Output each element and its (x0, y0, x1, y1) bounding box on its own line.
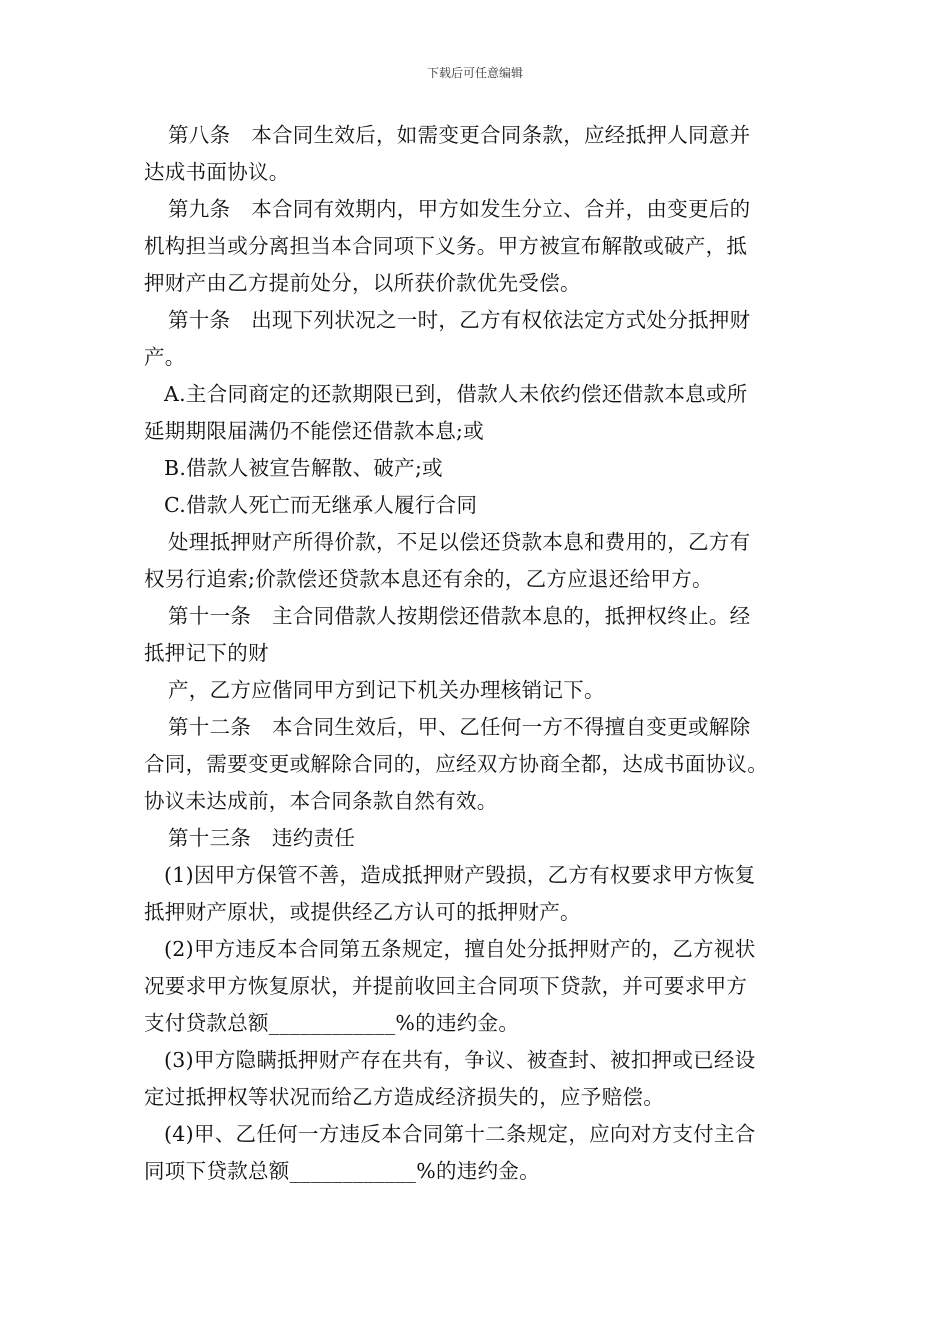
item-b: B.借款人被宣告解散、破产;或 (164, 456, 443, 480)
liability-4-line-1: (4)甲、乙任何一方违反本合同第十二条规定，应向对方支付主合 (164, 1122, 756, 1146)
clause-11-line-1: 第十一条 主合同借款人按期偿还借款本息的，抵押权终止。经 (168, 604, 751, 628)
liability-2-line-2: 况要求甲方恢复原状，并提前收回主合同项下贷款，并可要求甲方 (144, 974, 748, 998)
clause-9-line-1: 第九条 本合同有效期内，甲方如发生分立、合并，由变更后的 (168, 197, 751, 221)
liability-1-line-1: (1)因甲方保管不善，造成抵押财产毁损，乙方有权要求甲方恢复 (164, 863, 756, 887)
clause-12-line-2: 合同，需要变更或解除合同的，应经双方协商全都，达成书面协议。 (144, 752, 768, 776)
document-body (144, 117, 824, 1190)
clause-12-line-1: 第十二条 本合同生效后，甲、乙任何一方不得擅自变更或解除 (168, 715, 751, 739)
liability-4-line-2: 同项下贷款总额____________%的违约金。 (144, 1159, 540, 1183)
liability-3-line-1: (3)甲方隐瞒抵押财产存在共有，争议、被查封、被扣押或已经设 (164, 1048, 756, 1072)
proceeds-line-2: 权另行追索;价款偿还贷款本息还有余的，乙方应退还给甲方。 (144, 567, 713, 591)
item-a-line-1: A.主合同商定的还款期限已到，借款人未依约偿还借款本息或所 (164, 382, 748, 406)
clause-9-line-3: 押财产由乙方提前处分，以所获价款优先受偿。 (144, 271, 581, 295)
liability-2-line-3: 支付贷款总额____________%的违约金。 (144, 1011, 520, 1035)
item-c: C.借款人死亡而无继承人履行合同 (164, 493, 478, 517)
liability-3-line-2: 定过抵押权等状况而给乙方造成经济损失的，应予赔偿。 (144, 1085, 664, 1109)
proceeds-line-1: 处理抵押财产所得价款，不足以偿还贷款本息和费用的，乙方有 (168, 530, 751, 554)
clause-13-title: 第十三条 违约责任 (168, 826, 356, 850)
page-header: 下载后可任意编辑 (426, 66, 523, 80)
item-a-line-2: 延期期限届满仍不能偿还借款本息;或 (144, 419, 485, 443)
liability-1-line-2: 抵押财产原状，或提供经乙方认可的抵押财产。 (144, 900, 581, 924)
clause-10-line-2: 产。 (144, 345, 186, 369)
liability-2-line-1: (2)甲方违反本合同第五条规定，擅自处分抵押财产的，乙方视状 (164, 937, 756, 961)
clause-10-line-1: 第十条 出现下列状况之一时，乙方有权依法定方式处分抵押财 (168, 308, 751, 332)
clause-9-line-2: 机构担当或分离担当本合同项下义务。甲方被宣布解散或破产，抵 (144, 234, 748, 258)
clause-8-line-2: 达成书面协议。 (144, 160, 290, 184)
clause-11-line-2: 抵押记下的财 (144, 641, 269, 665)
clause-8-line-1: 第八条 本合同生效后，如需变更合同条款，应经抵押人同意并 (168, 123, 751, 147)
clause-11-line-3: 产，乙方应偕同甲方到记下机关办理核销记下。 (168, 678, 605, 702)
clause-12-line-3: 协议未达成前，本合同条款自然有效。 (144, 789, 498, 813)
